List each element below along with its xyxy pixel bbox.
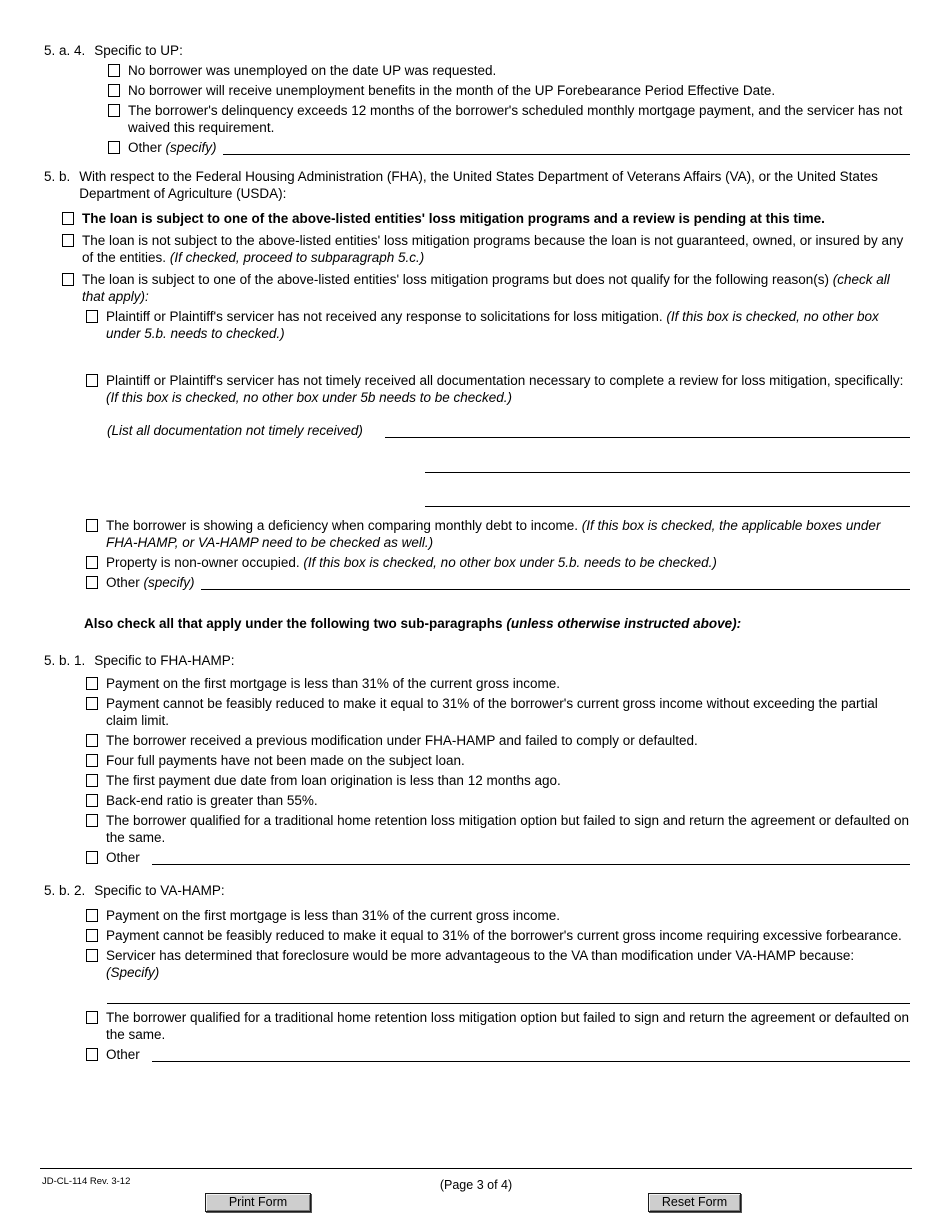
checkbox-row xyxy=(86,675,910,692)
checkbox-note: (check all that apply): xyxy=(82,272,890,304)
checkbox-label: Plaintiff or Plaintiff's servicer has not timely received all documentation necessary to complete a review for loss mitigation, specifically: xyxy=(106,373,904,388)
section-title: Specific to UP: xyxy=(94,43,183,58)
va-other-input[interactable] xyxy=(152,1046,910,1062)
checkbox-row xyxy=(86,772,910,789)
checkbox-va-payment-less-31[interactable] xyxy=(86,909,98,922)
section-heading-b xyxy=(44,168,910,202)
checkbox-fha-other[interactable] xyxy=(86,851,98,864)
doc-list-input-3[interactable] xyxy=(425,473,910,507)
checkbox-fha-first-payment-due[interactable] xyxy=(86,774,98,787)
b-other-specify-input[interactable] xyxy=(201,574,910,590)
checkbox-label: The loan is subject to one of the above-listed entities' loss mitigation programs but does not qualify for the following reason(s) xyxy=(82,272,829,287)
checkbox-row xyxy=(86,372,910,406)
checkbox-b-review-pending[interactable] xyxy=(62,212,74,225)
checkbox-note: (If this box is checked, no other box under 5b needs to be checked.) xyxy=(106,390,512,405)
doc-list-input-2[interactable] xyxy=(425,439,910,473)
checkbox-b-not-subject[interactable] xyxy=(62,234,74,247)
checkbox-up-no-unemployment-benefits[interactable] xyxy=(108,84,120,97)
section-heading-fha xyxy=(44,652,910,669)
checkbox-label: Payment on the first mortgage is less than 31% of the current gross income. xyxy=(106,908,560,923)
checkbox-row xyxy=(86,732,910,749)
section-heading-up xyxy=(44,42,910,59)
checkbox-row xyxy=(62,210,910,227)
checkbox-b-does-not-qualify[interactable] xyxy=(62,273,74,286)
checkbox-row xyxy=(86,812,910,846)
checkbox-row xyxy=(86,947,910,981)
checkbox-label: Property is non-owner occupied. xyxy=(106,555,300,570)
specify-note: (specify) xyxy=(143,575,195,590)
checkbox-fha-four-payments[interactable] xyxy=(86,754,98,767)
checkbox-va-other[interactable] xyxy=(86,1048,98,1061)
checkbox-label: The borrower received a previous modification under FHA-HAMP and failed to comply or defaulted. xyxy=(106,733,698,748)
section-title: Specific to FHA-HAMP: xyxy=(94,653,235,668)
section-number: 5. b. xyxy=(44,169,71,184)
checkbox-va-qualified-traditional[interactable] xyxy=(86,1011,98,1024)
checkbox-row xyxy=(62,232,910,266)
checkbox-row xyxy=(86,308,910,342)
checkbox-row xyxy=(86,907,910,924)
checkbox-va-cannot-reduce[interactable] xyxy=(86,929,98,942)
checkbox-row xyxy=(86,517,910,551)
checkbox-label: The borrower's delinquency exceeds 12 months of the borrower's scheduled monthly mortgage payment, and the servicer has not waived this requirement. xyxy=(128,103,903,135)
checkbox-row xyxy=(86,1009,910,1043)
checkbox-fha-payment-less-31[interactable] xyxy=(86,677,98,690)
instruction-main: Also check all that apply under the following two sub-paragraphs xyxy=(84,616,503,631)
fha-other-input[interactable] xyxy=(152,849,910,865)
checkbox-b-other[interactable] xyxy=(86,576,98,589)
checkbox-label: The first payment due date from loan origination is less than 12 months ago. xyxy=(106,773,561,788)
checkbox-row xyxy=(86,792,910,809)
checkbox-label: The borrower qualified for a traditional home retention loss mitigation option but failed to sign and return the agreement or defaulted on the same. xyxy=(106,1010,909,1042)
specify-note: (Specify) xyxy=(106,965,160,980)
checkbox-label: The borrower qualified for a traditional home retention loss mitigation option but failed to sign and return the agreement or defaulted on the same. xyxy=(106,813,909,845)
checkbox-label: The borrower is showing a deficiency when comparing monthly debt to income. xyxy=(106,518,578,533)
checkbox-row xyxy=(86,695,910,729)
print-form-button[interactable]: Print Form xyxy=(205,1193,311,1212)
checkbox-fha-backend-ratio[interactable] xyxy=(86,794,98,807)
checkbox-b-not-timely-received[interactable] xyxy=(86,374,98,387)
instruction-text xyxy=(84,615,910,632)
checkbox-up-other[interactable] xyxy=(108,141,120,154)
section-title: With respect to the Federal Housing Administration (FHA), the United States Department of Veterans Affairs (VA), or the United States Department of Agriculture (USDA): xyxy=(79,169,878,201)
checkbox-row xyxy=(86,554,910,571)
form-id: JD-CL-114 Rev. 3-12 xyxy=(42,1176,131,1187)
checkbox-fha-cannot-reduce[interactable] xyxy=(86,697,98,710)
checkbox-label: Other xyxy=(106,575,140,590)
checkbox-label: Payment cannot be feasibly reduced to make it equal to 31% of the borrower's current gross income requiring excessive forbearance. xyxy=(106,928,902,943)
checkbox-label: Payment on the first mortgage is less than 31% of the current gross income. xyxy=(106,676,560,691)
checkbox-note: (If this box is checked, no other box under 5.b. needs to checked.) xyxy=(106,309,879,341)
checkbox-label: Other xyxy=(106,1047,140,1062)
section-number: 5. b. 1. xyxy=(44,653,86,668)
va-specify-input[interactable] xyxy=(107,991,910,1004)
checkbox-label: Back-end ratio is greater than 55%. xyxy=(106,793,318,808)
checkbox-label: No borrower will receive unemployment benefits in the month of the UP Forebearance Period Effective Date. xyxy=(128,83,776,98)
checkbox-row xyxy=(108,82,910,99)
checkbox-note: (If checked, proceed to subparagraph 5.c.) xyxy=(169,250,425,265)
checkbox-label: The loan is not subject to the above-listed entities' loss mitigation programs because the loan is not guaranteed, owned, or insured by any of the entities. xyxy=(82,233,904,265)
doc-list-row xyxy=(107,422,910,439)
checkbox-row-other xyxy=(86,1046,910,1063)
instruction-italic: (unless otherwise instructed above): xyxy=(506,616,742,631)
checkbox-b-non-owner-occupied[interactable] xyxy=(86,556,98,569)
checkbox-label: Payment cannot be feasibly reduced to make it equal to 31% of the borrower's current gross income without exceeding the partial claim limit. xyxy=(106,696,878,728)
up-other-specify-input[interactable] xyxy=(223,139,910,155)
checkbox-b-deficiency[interactable] xyxy=(86,519,98,532)
checkbox-row xyxy=(86,752,910,769)
checkbox-label: No borrower was unemployed on the date UP was requested. xyxy=(128,63,497,78)
checkbox-row xyxy=(62,271,910,305)
checkbox-label: Other xyxy=(106,850,140,865)
checkbox-label: Four full payments have not been made on the subject loan. xyxy=(106,753,465,768)
checkbox-row xyxy=(108,102,910,136)
checkbox-fha-qualified-traditional[interactable] xyxy=(86,814,98,827)
checkbox-note: (If this box is checked, the applicable boxes under FHA-HAMP, or VA-HAMP need to be checked as well.) xyxy=(106,518,881,550)
page-number: (Page 3 of 4) xyxy=(439,1178,513,1192)
checkbox-label: Plaintiff or Plaintiff's servicer has not received any response to solicitations for loss mitigation. xyxy=(106,309,663,324)
checkbox-fha-previous-modification[interactable] xyxy=(86,734,98,747)
checkbox-note: (If this box is checked, no other box under 5.b. needs to be checked.) xyxy=(303,555,717,570)
reset-form-button[interactable]: Reset Form xyxy=(648,1193,741,1212)
section-number: 5. a. 4. xyxy=(44,43,86,58)
checkbox-va-foreclosure-advantageous[interactable] xyxy=(86,949,98,962)
checkbox-label: Servicer has determined that foreclosure would be more advantageous to the VA than modification under VA-HAMP because: xyxy=(106,948,855,963)
checkbox-up-delinquency-exceeds[interactable] xyxy=(108,104,120,117)
checkbox-label: The loan is subject to one of the above-listed entities' loss mitigation programs and a review is pending at this time. xyxy=(82,211,825,226)
page-footer xyxy=(40,1168,912,1209)
checkbox-row xyxy=(86,927,910,944)
checkbox-row xyxy=(108,62,910,79)
checkbox-row-other xyxy=(86,574,910,591)
checkbox-label: Other xyxy=(128,140,162,155)
checkbox-row-other xyxy=(108,139,910,156)
section-number: 5. b. 2. xyxy=(44,883,86,898)
doc-list-input-1[interactable] xyxy=(385,422,910,438)
checkbox-row-other xyxy=(86,849,910,866)
section-title: Specific to VA-HAMP: xyxy=(94,883,225,898)
doc-list-label: (List all documentation not timely received) xyxy=(107,423,363,438)
section-heading-va xyxy=(44,882,910,899)
checkbox-up-no-borrower-unemployed[interactable] xyxy=(108,64,120,77)
checkbox-b-no-response[interactable] xyxy=(86,310,98,323)
specify-note: (specify) xyxy=(165,140,217,155)
